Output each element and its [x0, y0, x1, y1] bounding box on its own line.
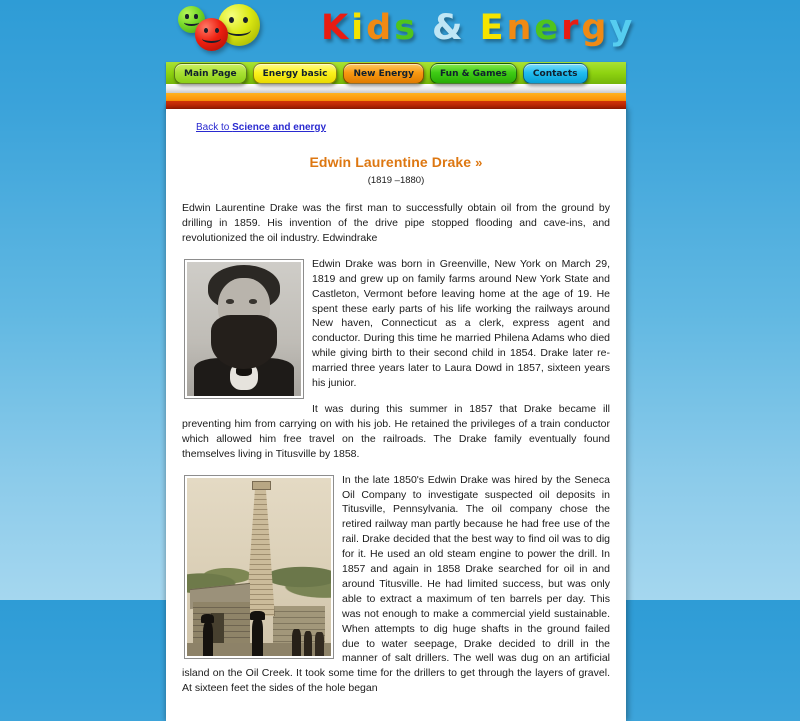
back-link[interactable]	[196, 122, 326, 133]
wordmark-letter-y: y	[609, 8, 636, 48]
lifespan-years: (1819 –1880)	[367, 175, 425, 187]
biography-paragraph-1: Edwin Drake was born in Greenville, New York on March 29, 1819 and grew up on family farms around New York State and Castleton, Vermont before leaving home at the age of 19. He spent these early parts of his life working the railways around New haven, Connecticut as a clerk, express agent and conductor. During this time he married Philena Adams who died while giving birth to their second child in 1854. Drake later re-married three years later to Laura Dowd in 1857, sixteen years his junior.	[312, 257, 610, 390]
nav-orange-stripe	[166, 93, 626, 101]
wordmark-letter-e: e	[534, 8, 562, 48]
main-navigation	[166, 62, 626, 109]
derrick-person	[203, 622, 213, 656]
smiley-eye-right	[194, 14, 198, 19]
wordmark-letter-K: K	[321, 8, 352, 48]
nav-button-list	[174, 63, 588, 84]
wordmark-letter-E: E	[479, 8, 507, 48]
nav-white-stripe	[166, 84, 626, 93]
portrait-eye-right	[249, 299, 257, 303]
wordmark-letter-n: n	[506, 8, 535, 48]
portrait-beard	[211, 315, 277, 369]
wordmark-letter-d: d	[366, 8, 395, 48]
derrick-image	[187, 478, 331, 656]
wordmark-letter-r: r	[561, 8, 582, 48]
portrait-eye-left	[226, 299, 234, 303]
portrait-photo	[184, 259, 304, 399]
nav-item-new-energy[interactable]: New Energy	[343, 63, 424, 84]
site-wordmark	[321, 8, 635, 48]
breadcrumb	[196, 121, 610, 136]
breadcrumb-prefix: Back to	[196, 122, 233, 133]
portrait-image	[187, 262, 301, 396]
biography-paragraph-3: In the late 1850's Edwin Drake was hired by the Seneca Oil Company to investigate suspected oil deposits in Titusville, Pennsylvania. The oil company chose the retired railway man partly because he had free use of the rail. Drake decided that the best way to find oil was to dig for it. He used an old steam engine to power the drill. In 1857 and again in 1858 Drake searched for oil in and around Titusville. He had limited success, but was only able to extract a maximum of ten barrels per day. This was not enough to make a commercial yield sustainable. When attempts to dig huge shafts in the ground failed due to water seepage, Drake decided to drill in the manner of salt drillers. The well was dug on an artificial island on the Oil Creek. It took some time for the drillers to get through the layers of gravel. At sixteen feet the sides of the hole began	[182, 473, 610, 695]
breadcrumb-target: Science and energy	[232, 122, 327, 133]
derrick-photo	[184, 475, 334, 659]
site-header	[166, 0, 636, 62]
page-title-text: Edwin Laurentine Drake	[309, 153, 472, 170]
wordmark-letter-s: s	[394, 8, 419, 48]
chevron-right-icon: »	[475, 154, 483, 170]
nav-item-fun-games[interactable]: Fun & Games	[430, 63, 517, 84]
smiley-eye-right	[215, 28, 219, 33]
content-area	[166, 109, 626, 721]
derrick-section	[182, 473, 610, 708]
wordmark-letter-g: g	[581, 8, 610, 48]
derrick-person	[315, 632, 324, 655]
wordmark-letter-&: &	[432, 8, 466, 48]
nav-item-contacts[interactable]: Contacts	[523, 63, 588, 84]
nav-red-stripe	[166, 101, 626, 109]
intro-paragraph: Edwin Laurentine Drake was the first man to successfully obtain oil from the ground by drilling in 1859. His invention of the drive pipe stopped flooding and cave-ins, and revolutionized the oil industry. Edwindrake	[182, 202, 610, 244]
smiley-eye-left	[204, 28, 208, 33]
smiley-mouth	[202, 34, 221, 43]
nav-item-energy-basic[interactable]: Energy basic	[253, 63, 338, 84]
page-wrapper	[166, 0, 636, 695]
nav-item-main-page[interactable]: Main Page	[174, 63, 247, 84]
smiley-mouth	[226, 24, 251, 36]
smiley-eye-left	[185, 14, 189, 19]
derrick-tower-cap	[252, 481, 271, 490]
derrick-person	[292, 629, 301, 656]
red-smiley-icon	[195, 18, 228, 51]
portrait-section	[182, 257, 610, 473]
derrick-person	[304, 631, 313, 656]
wordmark-letter-i: i	[351, 8, 367, 48]
page-title	[182, 152, 610, 173]
logo-smileys	[178, 4, 263, 56]
biography-paragraph-2: It was during this summer in 1857 that Drake became ill preventing him from carrying on with his job. He retained the privileges of a train conductor which allowed him free travel on the railroads. The Drake family eventually found themselves living in Titusville by 1858.	[182, 402, 610, 460]
smiley-eye-right	[243, 17, 248, 23]
smiley-eye-left	[229, 17, 234, 23]
derrick-person	[252, 618, 264, 655]
